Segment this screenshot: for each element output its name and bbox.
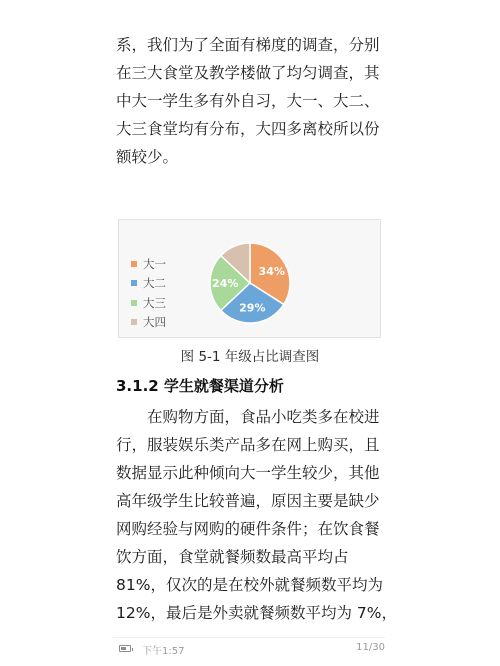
text-line: 数据显示此种倾向大一学生较少，其他 bbox=[116, 464, 380, 482]
text-line: 额较少。 bbox=[116, 148, 179, 166]
legend-label: 大二 bbox=[143, 276, 166, 291]
legend-label: 大四 bbox=[143, 315, 166, 330]
section-heading: 3.1.2 学生就餐渠道分析 bbox=[116, 377, 284, 395]
text-line: 网购经验与网购的硬件条件；在饮食餐 bbox=[116, 520, 380, 538]
text-line: 12%，最后是外卖就餐频数平均为 7%， bbox=[116, 604, 397, 622]
battery-icon bbox=[119, 645, 131, 652]
text-line: 饮方面，食堂就餐频数最高平均占 bbox=[116, 548, 349, 566]
text-line: 系，我们为了全面有梯度的调查，分别 bbox=[116, 36, 380, 54]
pie-chart bbox=[118, 219, 381, 338]
pie-chart-svg bbox=[119, 220, 382, 339]
text-line: 行，服装娱乐类产品多在网上购买，且 bbox=[116, 436, 380, 454]
status-time: 下午1:57 bbox=[142, 646, 185, 657]
legend-label: 大一 bbox=[143, 256, 166, 271]
text-line: 高年级学生比较普遍，原因主要是缺少 bbox=[116, 492, 380, 510]
page-number: 11/30 bbox=[356, 642, 385, 653]
text-line: 中大一学生多有外自习，大一、大二、 bbox=[116, 92, 380, 110]
text-line: 大三食堂均有分布，大四多离校所以份 bbox=[116, 120, 380, 138]
figure-caption: 图 5-1 年级占比调查图 bbox=[180, 349, 320, 365]
text-line: 在购物方面，食品小吃类多在校进 bbox=[147, 408, 380, 426]
paragraph-2 bbox=[116, 403, 397, 627]
status-bar bbox=[113, 637, 385, 658]
pie-data-label: 29% bbox=[239, 301, 266, 315]
text-line: 81%，仅次的是在校外就餐频数平均为 bbox=[116, 576, 383, 594]
legend-label: 大三 bbox=[143, 295, 166, 310]
battery-level bbox=[121, 647, 126, 650]
paragraph-1 bbox=[116, 31, 388, 171]
text-line: 在三大食堂及教学楼做了均匀调查，其 bbox=[116, 64, 380, 82]
pie-data-label: 34% bbox=[258, 265, 285, 279]
pie-data-label: 24% bbox=[212, 277, 239, 290]
